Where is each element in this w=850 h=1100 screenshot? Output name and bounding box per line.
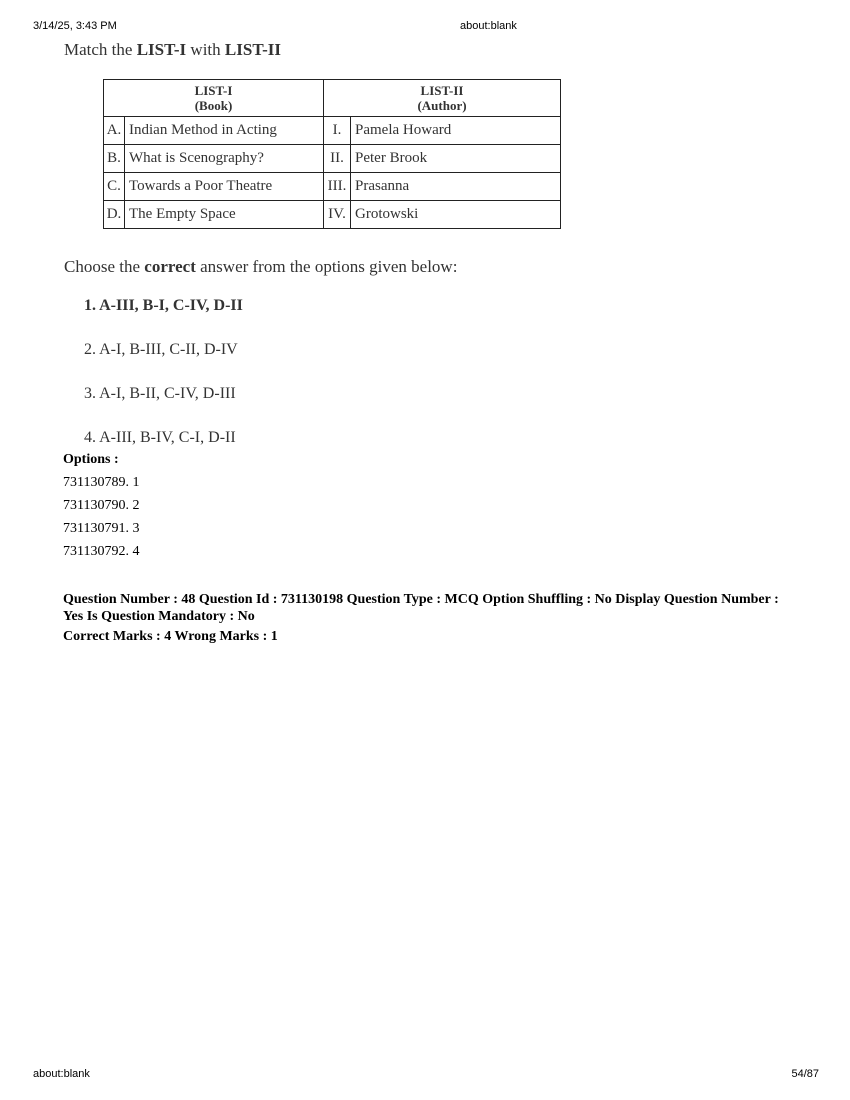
row-letter: D.: [104, 201, 125, 229]
question-meta: Question Number : 48 Question Id : 731130198 Question Type : MCQ Option Shuffling : No Display Question Number : Yes Is Question Mandatory : No: [63, 592, 779, 624]
answer-option-2: 2. A-I, B-III, C-II, D-IV: [84, 341, 238, 358]
list2-header: [324, 80, 561, 117]
match-table-header: [104, 80, 561, 117]
answer-option-3: 3. A-I, B-II, C-IV, D-III: [84, 385, 236, 402]
instruction-mid: with: [186, 40, 225, 59]
options-title: Options :: [63, 452, 119, 467]
row-roman: II.: [324, 145, 351, 173]
author-name: Peter Brook: [351, 145, 561, 173]
print-page-title: about:blank: [460, 20, 517, 32]
table-row: [104, 145, 561, 173]
option-id-4: 731130792. 4: [63, 544, 140, 559]
book-title: The Empty Space: [125, 201, 324, 229]
option-id-1: 731130789. 1: [63, 475, 140, 490]
table-row: [104, 201, 561, 229]
author-name: Grotowski: [351, 201, 561, 229]
row-roman: IV.: [324, 201, 351, 229]
instruction-list1: LIST-I: [136, 40, 187, 59]
row-roman: I.: [324, 117, 351, 145]
print-datetime: 3/14/25, 3:43 PM: [33, 20, 117, 32]
row-roman: III.: [324, 173, 351, 201]
list1-header: [104, 80, 324, 117]
author-name: Pamela Howard: [351, 117, 561, 145]
list2-title: LIST-II: [420, 83, 464, 98]
book-title: Towards a Poor Theatre: [125, 173, 324, 201]
list2-subtitle: (Author): [417, 98, 467, 113]
question-marks: Correct Marks : 4 Wrong Marks : 1: [63, 629, 278, 644]
choose-instruction: [64, 257, 457, 277]
print-url: about:blank: [33, 1068, 90, 1080]
answer-option-1: 1. A-III, B-I, C-IV, D-II: [84, 297, 243, 314]
option-id-2: 731130790. 2: [63, 498, 140, 513]
instruction-prefix: Match the: [64, 40, 137, 59]
row-letter: B.: [104, 145, 125, 173]
book-title: Indian Method in Acting: [125, 117, 324, 145]
book-title: What is Scenography?: [125, 145, 324, 173]
choose-prefix: Choose the: [64, 257, 145, 276]
instruction-list2: LIST-II: [224, 40, 281, 59]
row-letter: A.: [104, 117, 125, 145]
list1-subtitle: (Book): [194, 98, 233, 113]
print-page-number: 54/87: [791, 1068, 819, 1080]
answer-option-4: 4. A-III, B-IV, C-I, D-II: [84, 429, 236, 446]
row-letter: C.: [104, 173, 125, 201]
option-id-3: 731130791. 3: [63, 521, 140, 536]
list1-title: LIST-I: [194, 83, 233, 98]
match-instruction: [64, 40, 281, 60]
choose-suffix: answer from the options given below:: [195, 257, 458, 276]
table-row: [104, 173, 561, 201]
table-row: [104, 117, 561, 145]
choose-bold: correct: [144, 257, 196, 276]
match-table: [103, 79, 561, 229]
author-name: Prasanna: [351, 173, 561, 201]
